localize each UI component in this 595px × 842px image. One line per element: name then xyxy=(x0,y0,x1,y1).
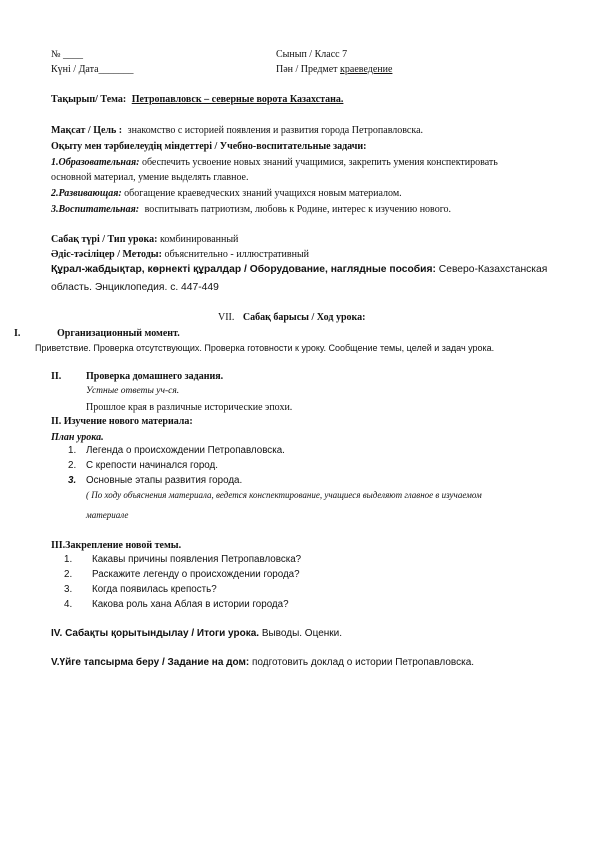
section-2-line-2: Прошлое края в различные исторические эпохи. xyxy=(86,402,293,413)
equipment-continued: область. Энциклопедия. с. 447-449 xyxy=(51,282,219,293)
course-title: Сабақ барысы / Ход урока: xyxy=(242,312,366,323)
course-heading xyxy=(218,312,365,323)
goal-label: Мақсат / Цель : xyxy=(51,125,123,136)
task-1 xyxy=(51,157,498,168)
topic-value: Петропавловск – северные ворота Казахстана. xyxy=(131,94,344,105)
equipment-value: Северо-Казахстанская xyxy=(438,264,548,275)
course-num: VII. xyxy=(218,312,235,323)
equipment-label: Құрал-жабдықтар, көрнекті құралдар / Оборудование, наглядные пособия: xyxy=(51,264,436,275)
plan-item-text: С крепости начинался город. xyxy=(86,460,218,471)
lesson-plan-heading: План урока. xyxy=(51,432,104,443)
lesson-number: № ____ xyxy=(51,49,84,60)
date-label: Күні / Дата_______ xyxy=(51,64,134,75)
homework-title: V.Үйге тапсырма беру / Задание на дом: xyxy=(51,657,250,668)
plan-note-continued: материале xyxy=(86,510,129,520)
task-2-text: обогащение краеведческих знаний учащихся новым материалом. xyxy=(124,188,402,199)
task-1-label: 1.Образовательная: xyxy=(51,157,140,168)
topic-line xyxy=(51,94,343,105)
topic-label: Тақырып/ Тема: xyxy=(51,94,127,105)
task-3 xyxy=(51,204,451,215)
class-label: Сынып / Класс 7 xyxy=(276,49,348,60)
question-text: Когда появилась крепость? xyxy=(92,584,217,595)
lesson-type-label: Сабақ түрі / Тип урока: xyxy=(51,234,158,245)
section-1-text: Приветствие. Проверка отсутствующих. Проверка готовности к уроку. Сообщение темы, целей и задач урока. xyxy=(35,343,495,353)
plan-item-text: Легенда о происхождении Петропавловска. xyxy=(86,445,285,456)
question-num: 4. xyxy=(64,599,73,610)
plan-item xyxy=(68,445,76,456)
section-2-num: II. xyxy=(51,371,62,382)
goal-line xyxy=(51,125,423,136)
summary-line xyxy=(51,628,342,639)
subject-value: краеведение xyxy=(340,64,393,75)
task-3-label: 3.Воспитательная: xyxy=(51,204,140,215)
section-3-title: II. Изучение нового материала: xyxy=(51,416,193,427)
question-num: 3. xyxy=(64,584,73,595)
summary-title: IV. Сабақты қорытындылау / Итоги урока. xyxy=(51,628,260,639)
equipment xyxy=(51,264,547,275)
question-text: Какавы причины появления Петропавловска? xyxy=(92,554,302,565)
section-4-title: III.Закрепление новой темы. xyxy=(51,540,182,551)
subject-line xyxy=(276,64,392,75)
lesson-type-value: комбинированный xyxy=(159,234,239,245)
question-text: Раскажите легенду о происхождении города? xyxy=(92,569,300,580)
methods-value: объяснительно - иллюстративный xyxy=(164,249,310,260)
plan-item-text: Основные этапы развития города. xyxy=(86,475,243,486)
methods-label: Әдіс-тәсіліцер / Методы: xyxy=(51,249,162,260)
question-text: Какова роль хана Аблая в истории города? xyxy=(92,599,289,610)
section-1-title: Организационный момент. xyxy=(57,328,180,339)
goal-value: знакомство с историей появления и развития города Петропавловска. xyxy=(127,125,424,136)
plan-item xyxy=(68,460,76,471)
tasks-heading: Оқыту мен тәрбиелеудің міндеттері / Учебно-воспитательные задачи: xyxy=(51,141,367,152)
plan-note: ( По ходу объяснения материала, ведется конспектирование, учащиеся выделяют главное в изучаемом xyxy=(86,490,482,500)
homework-line xyxy=(51,657,474,668)
plan-item-num: 1. xyxy=(68,445,77,456)
lesson-type xyxy=(51,234,238,245)
task-3-text: воспитывать патриотизм, любовь к Родине, интерес к изучению нового. xyxy=(144,204,452,215)
subject-label: Пән / Предмет xyxy=(276,64,338,75)
summary-text: Выводы. Оценки. xyxy=(261,628,343,639)
task-1-text: обеспечить усвоение новых знаний учащимися, закрепить умения конспектировать xyxy=(141,157,498,168)
plan-item-num: 2. xyxy=(68,460,77,471)
methods xyxy=(51,249,309,260)
section-2-title: Проверка домашнего задания. xyxy=(86,371,224,382)
task-2 xyxy=(51,188,402,199)
question-num: 1. xyxy=(64,554,73,565)
section-2-line-1: Устные ответы уч-ся. xyxy=(86,386,180,396)
question-num: 2. xyxy=(64,569,73,580)
homework-text: подготовить доклад о истории Петропавловска. xyxy=(252,657,475,668)
plan-item xyxy=(68,475,76,486)
plan-item-num: 3. xyxy=(68,475,77,486)
section-1-num: I. xyxy=(14,328,21,339)
task-1-continued: основной материал, умение выделять главное. xyxy=(51,172,249,183)
task-2-label: 2.Развивающая: xyxy=(51,188,122,199)
